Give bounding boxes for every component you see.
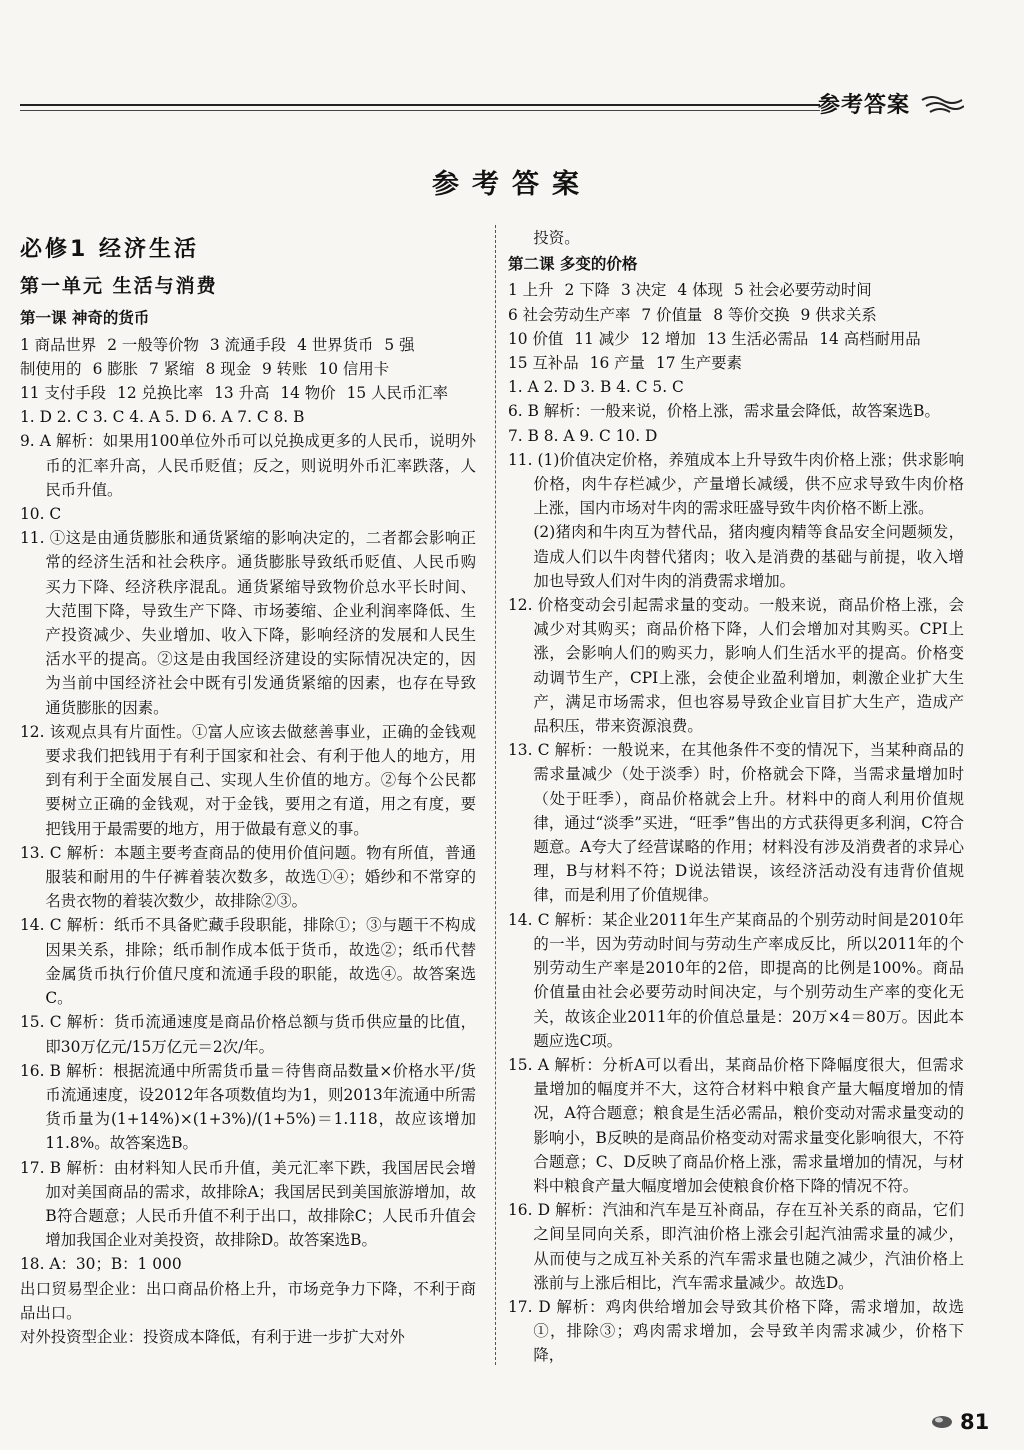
kp-item: 2 下降 bbox=[564, 281, 610, 300]
answer-11: 11. ①这是由通货膨胀和通货紧缩的影响决定的，二者都会影响正常的经济生活和社会秩序。通货膨胀导致纸币贬值、人民币购买力下降、经济秩序混乱。通货紧缩导致物价总水平长时间、大范围下降，导致生产下降、市场萎缩、企业利润率降低、生产投资减少、失业增加、收入下降，影响经济的发展和人民生活水平的提高。②这是由我国经济建设的实际情况决定的，因为当前中国经济社会中既有引发通货紧缩的因素，也存在导致通货膨胀的因素。 bbox=[20, 529, 476, 717]
answer-6: 6. B 解析：一般来说，价格上涨，需求量会降低，故答案选B。 bbox=[508, 402, 940, 421]
kp-item: 15 人民币汇率 bbox=[346, 384, 449, 403]
kp-item: 1 上升 bbox=[508, 281, 554, 300]
answer-11: 11. (1)价值决定价格，养殖成本上升导致牛肉价格上涨；供求影响价格，肉牛存栏减少，产量增长减缓，供不应求导致牛肉价格上涨，国内市场对牛肉的需求旺盛导致牛肉价格不断上涨。 bbox=[508, 450, 964, 518]
kp-item: 3 决定 bbox=[620, 281, 667, 300]
answer-18: 18. A：30；B：1 000 bbox=[20, 1255, 182, 1274]
kp-item: 15 互补品 bbox=[508, 354, 579, 373]
answer-15: 15. C 解析：货币流通速度是商品价格总额与货币供应量的比值，即30万亿元/15万亿元＝2次/年。 bbox=[20, 1013, 476, 1056]
page-number: 81 bbox=[960, 1410, 990, 1434]
knowledge-points-line bbox=[20, 357, 476, 381]
knowledge-points-line bbox=[508, 351, 964, 375]
answer-12: 12. 该观点具有片面性。①富人应该去做慈善事业，正确的金钱观要求我们把钱用于有利于国家和社会、有利于他人的地方，用到有利于全面发展自己、实现人生价值的地方。②每个公民都要树立正确的金钱观，对于金钱，要用之有道，用之有度，要把钱用于最需要的地方，用于做最有意义的事。 bbox=[20, 722, 476, 838]
kp-item: 2 一般等价物 bbox=[107, 335, 199, 354]
kp-item: 3 流通手段 bbox=[209, 335, 287, 354]
answer-13: 13. C 解析：本题主要考查商品的使用价值问题。物有所值，普通服装和耐用的牛仔裤着装次数多，故选①④；婚纱和不常穿的名贵衣物的着装次数少，故排除②③。 bbox=[20, 843, 476, 911]
kp-item: 8 等价交换 bbox=[713, 305, 790, 324]
kp-item: 7 紧缩 bbox=[149, 359, 195, 378]
answer-choices: 1. A 2. D 3. B 4. C 5. C bbox=[508, 378, 684, 397]
kp-item: 11 支付手段 bbox=[20, 384, 107, 403]
lesson-title: 第一课 神奇的货币 bbox=[20, 309, 150, 328]
kp-item: 16 产量 bbox=[589, 354, 645, 373]
answer-choices: 1. D 2. C 3. C 4. A 5. D 6. A 7. C 8. B bbox=[20, 408, 305, 427]
kp-item: 9 供求关系 bbox=[800, 305, 877, 324]
kp-item: 7 价值量 bbox=[641, 305, 703, 324]
book-title: 必修1 经济生活 bbox=[20, 237, 199, 262]
kp-item: 5 社会必要劳动时间 bbox=[733, 281, 872, 300]
answer-18-export: 出口贸易型企业：出口商品价格上升，市场竞争力下降，不利于商品出口。 bbox=[20, 1279, 476, 1322]
answer-16: 16. B 解析：根据流通中所需货币量＝待售商品数量×价格水平/货币流通速度，设2012年各项数值均为1，则2013年流通中所需货币量为(1+14%)×(1+3%)/(1+5%)＝1.118，故应该增加11.8%。故答案选B。 bbox=[20, 1061, 476, 1153]
answer-16: 16. D 解析：汽油和汽车是互补商品，存在互补关系的商品，它们之间呈同向关系，即汽油价格上涨会引起汽油需求量的减少，从而使与之成互补关系的汽车需求量也随之减少，汽油价格上涨前与上涨后相比，汽车需求量减少。故选D。 bbox=[508, 1201, 964, 1292]
kp-item: 6 膨胀 bbox=[92, 359, 139, 378]
kp-item: 14 高档耐用品 bbox=[819, 329, 921, 348]
header-rule-thin bbox=[20, 110, 820, 111]
knowledge-points-line bbox=[508, 278, 964, 302]
answer-10: 10. C bbox=[20, 505, 62, 524]
lesson-title: 第二课 多变的价格 bbox=[508, 255, 638, 274]
kp-item: 13 生活必需品 bbox=[706, 329, 809, 348]
answer-18-investment: 对外投资型企业：投资成本降低，有利于进一步扩大对外 bbox=[20, 1327, 405, 1346]
kp-item: 4 世界货币 bbox=[297, 335, 374, 354]
kp-item: 12 增加 bbox=[640, 329, 696, 348]
kp-item: 4 体现 bbox=[677, 281, 723, 300]
header-title: 参考答案 bbox=[818, 93, 911, 118]
unit-title: 第一单元 生活与消费 bbox=[20, 275, 218, 298]
answer-11-part2: (2)猪肉和牛肉互为替代品，猪肉瘦肉精等食品安全问题频发，造成人们以牛肉替代猪肉；收入是消费的基础与前提，收入增加也导致人们对牛肉的消费需求增加。 bbox=[533, 523, 964, 590]
header-rule bbox=[20, 104, 820, 106]
continued-text: 投资。 bbox=[533, 229, 580, 247]
answer-17: 17. D 解析：鸡肉供给增加会导致其价格下降，需求增加，故选①，排除③；鸡肉需求增加，会导致羊肉需求减少，价格下降， bbox=[508, 1297, 964, 1365]
answer-choices: 7. B 8. A 9. C 10. D bbox=[508, 426, 658, 445]
left-column bbox=[20, 234, 476, 1349]
knowledge-points-line bbox=[20, 381, 476, 405]
kp-item: 10 价值 bbox=[508, 329, 564, 348]
kp-item: 制使用的 bbox=[20, 359, 82, 378]
kp-item: 6 社会劳动生产率 bbox=[508, 305, 631, 324]
kp-item: 9 转账 bbox=[261, 359, 308, 378]
answer-13: 13. C 解析：一般说来，在其他条件不变的情况下，当某种商品的需求量减少（处于淡季）时，价格就会下降，当需求量增加时（处于旺季），商品价格就会上升。材料中的商人利用价值规律，通过“淡季”买进，“旺季”售出的方式获得更多利润，C符合题意。A夸大了经营谋略的作用；材料没有涉及消费者的求异心理，B与材料不符；D说法错误，该经济活动没有违背价值规律，而是利用了价值规律。 bbox=[508, 741, 964, 905]
answer-14: 14. C 解析：某企业2011年生产某商品的个别劳动时间是2010年的一半，因为劳动时间与劳动生产率成反比，所以2011年的个别劳动生产率是2010年的2倍，即提高的比例是100%。商品价值量由社会必要劳动时间决定，与个别劳动生产率的变化无关，故该企业2011年的价值总量是：20万×4＝80万。因此本题应选C项。 bbox=[508, 910, 964, 1050]
kp-item: 13 升高 bbox=[214, 384, 270, 403]
answer-14: 14. C 解析：纸币不具备贮藏手段职能，排除①；③与题干不构成因果关系，排除；纸币制作成本低于货币，故选②；纸币代替金属货币执行价值尺度和流通手段的职能，故选④。故答案选C。 bbox=[20, 916, 476, 1008]
kp-item: 10 信用卡 bbox=[318, 359, 390, 378]
knowledge-points-line bbox=[508, 327, 964, 351]
kp-item: 11 减少 bbox=[574, 329, 630, 348]
right-column bbox=[508, 226, 964, 1368]
answer-9: 9. A 解析：如果用100单位外币可以兑换成更多的人民币，说明外币的汇率升高，人民币贬值；反之，则说明外币汇率跌落，人民币升值。 bbox=[20, 432, 476, 499]
kp-item: 5 强 bbox=[384, 335, 415, 354]
answer-15: 15. A 解析：分析A可以看出，某商品价格下降幅度很大，但需求量增加的幅度并不大，这符合材料中粮食产量大幅度增加的情况，A符合题意；粮食是生活必需品，粮价变动对需求量变动的影响小，B反映的是商品价格变动对需求量变化影响很大，不符合题意；C、D反映了商品价格上涨，需求量增加的情况，与材料中粮食产量大幅度增加会使粮食价格下降的情况不符。 bbox=[508, 1055, 964, 1195]
answer-17: 17. B 解析：由材料知人民币升值，美元汇率下跌，我国居民会增加对美国商品的需求，故排除A；我国居民到美国旅游增加，故B符合题意；人民币升值不利于出口，故排除C；人民币升值会增加我国企业对美投资，故排除D。故答案选B。 bbox=[20, 1158, 476, 1250]
column-divider bbox=[495, 225, 496, 1365]
kp-item: 8 现金 bbox=[205, 359, 251, 378]
answer-12: 12. 价格变动会引起需求量的变动。一般来说，商品价格上涨，会减少对其购买；商品价格下降，人们会增加对其购买。CPI上涨，会影响人们的购买力，影响人们生活水平的提高。价格变动调节生产，CPI上涨，会使企业盈利增加，刺激企业扩大生产，满足市场需求，但也容易导致企业盲目扩大生产，造成产品积压，带来资源浪费。 bbox=[508, 596, 964, 736]
kp-item: 12 兑换比率 bbox=[117, 384, 204, 403]
kp-item: 17 生产要素 bbox=[655, 354, 742, 373]
knowledge-points-line bbox=[508, 303, 964, 327]
knowledge-points-line bbox=[20, 333, 476, 357]
kp-item: 1 商品世界 bbox=[20, 335, 97, 354]
page-title: 参考答案 bbox=[432, 169, 592, 200]
header-ornament-icon bbox=[920, 92, 964, 114]
page-number-ornament-icon bbox=[930, 1412, 954, 1430]
kp-item: 14 物价 bbox=[280, 384, 336, 403]
